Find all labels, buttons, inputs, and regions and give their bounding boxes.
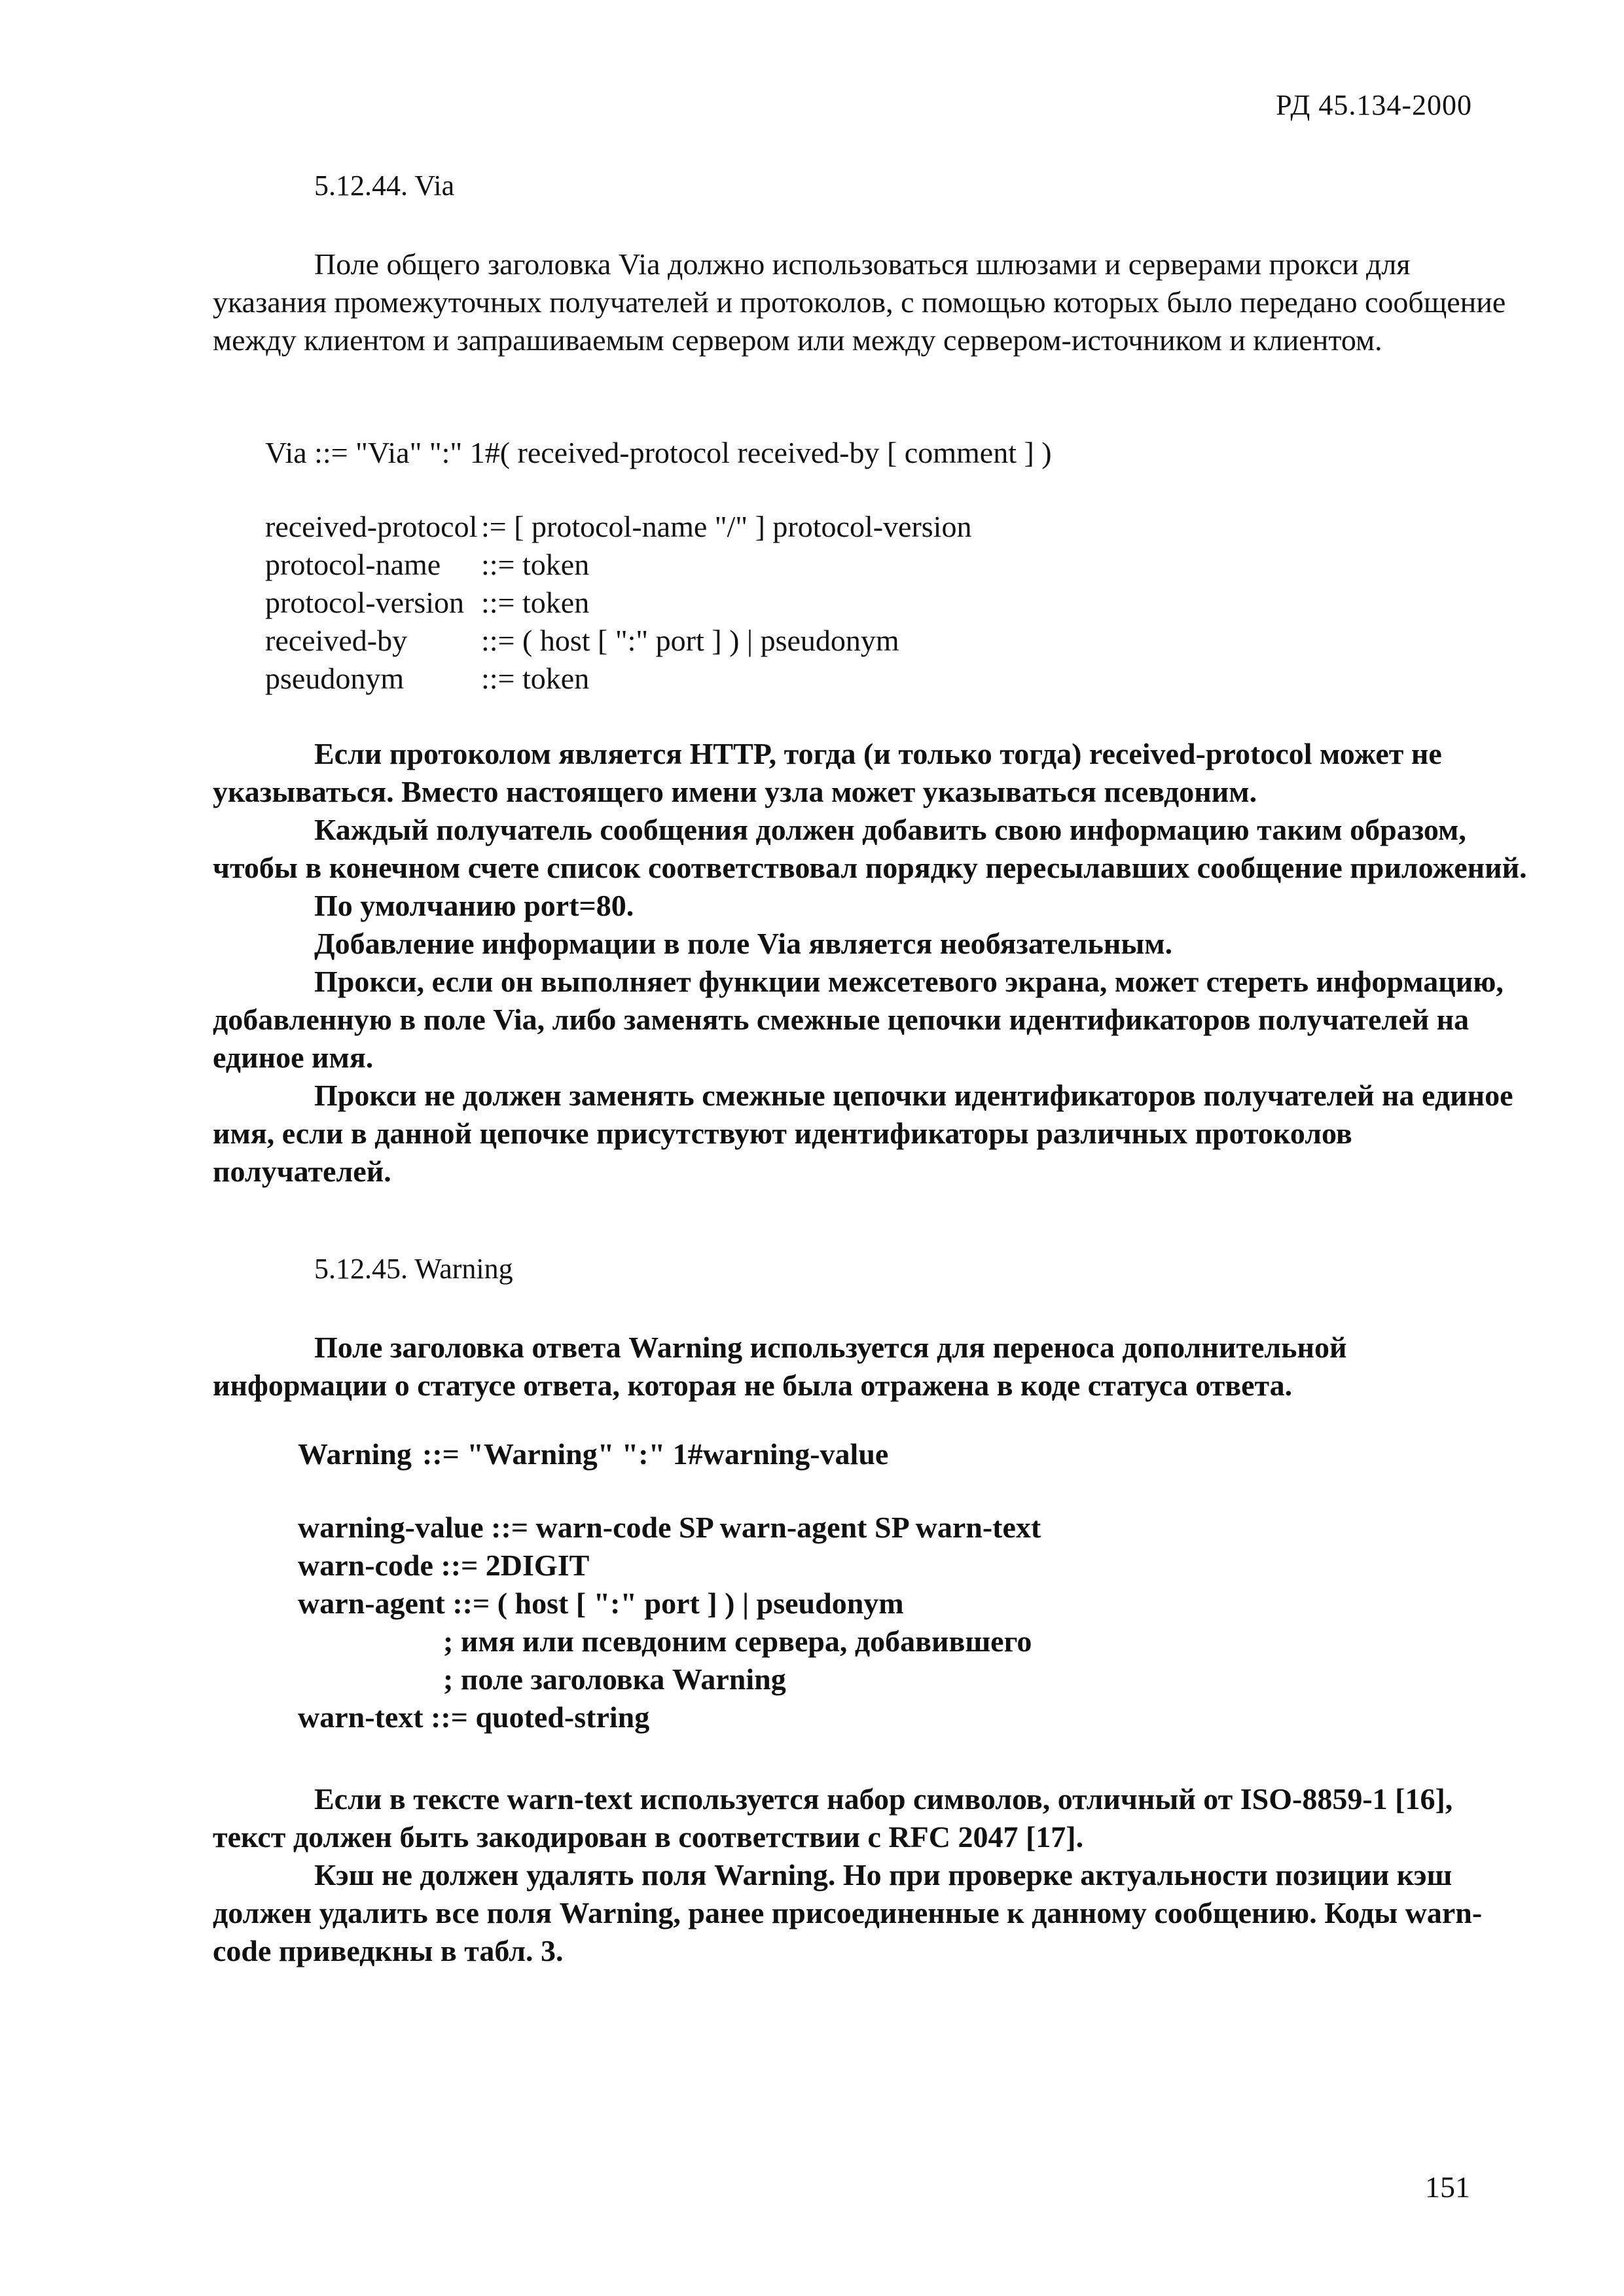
via-note-paragraph: По умолчанию port=80. [314, 889, 634, 922]
grammar-rule [298, 1435, 888, 1473]
via-note-paragraph: Добавление информации в поле Via является необязательным. [314, 927, 1173, 960]
rule-rhs: ::= ( host [ ":" port ] ) | pseudonym [481, 624, 899, 657]
page-number: 151 [1425, 2170, 1470, 2204]
section-title-warning: 5.12.45. Warning [314, 1253, 513, 1285]
via-grammar-rules [265, 508, 971, 698]
via-intro-text: Поле общего заголовка Via должно использоваться шлюзами и серверами прокси для указания промежуточных получателей и протоколов, с помощью которых было передано сообщение между клиентом и запрашиваемым сервером или между сервером-источником и клиентом. [213, 247, 1506, 357]
warning-notes [213, 1780, 1528, 1970]
rule-lhs: received-by [265, 624, 408, 657]
grammar-rule: warn-text ::= quoted-string [298, 1700, 650, 1734]
rule-rhs: ::= token [481, 662, 590, 695]
via-note-paragraph: Если протоколом является HTTP, тогда (и только тогда) received-protocol может не указываться. Вместо настоящего имени узла может указываться псевдоним. [213, 737, 1442, 808]
grammar-rule [265, 508, 971, 546]
rule-rhs: ::= token [481, 586, 590, 619]
rule-rhs: ::= "Warning" ":" 1#warning-value [422, 1437, 889, 1471]
warning-note-paragraph: Кэш не должен удалять поля Warning. Но при проверке актуальности позиции кэш должен удалить все поля Warning, ранее присоединенные к данному сообщению. Коды warn-code приведкны в табл. 3. [213, 1858, 1483, 1967]
grammar-rule: warn-agent ::= ( host [ ":" port ] ) | pseudonym [298, 1587, 904, 1620]
document-id: РД 45.134-2000 [1276, 89, 1472, 121]
via-intro-paragraph [213, 245, 1528, 359]
rule-lhs: Warning [298, 1437, 412, 1471]
grammar-rule [265, 660, 971, 698]
grammar-comment: ; имя или псевдоним сервера, добавившего [443, 1624, 1032, 1658]
grammar-comment: ; поле заголовка Warning [443, 1662, 786, 1696]
grammar-rule: warn-code ::= 2DIGIT [298, 1549, 590, 1582]
rule-lhs: protocol-name [265, 548, 441, 581]
warning-grammar-rules [298, 1509, 1041, 1736]
rule-lhs: protocol-version [265, 586, 465, 619]
warning-syntax-main [298, 1435, 888, 1473]
grammar-rule [265, 546, 971, 584]
section-title-via: 5.12.44. Via [314, 170, 455, 202]
via-syntax-main: Via ::= "Via" ":" 1#( received-protocol received-by [ comment ] ) [265, 436, 1052, 469]
via-note-paragraph: Прокси не должен заменять смежные цепочки идентификаторов получателей на единое имя, если в данной цепочке присутствуют идентификаторы различных протоколов получателей. [213, 1079, 1513, 1188]
via-note-paragraph: Прокси, если он выполняет функции межсетевого экрана, может стереть информацию, добавленную в поле Via, либо заменять смежные цепочки идентификаторов получателей на единое имя. [213, 965, 1504, 1074]
grammar-rule [265, 584, 971, 622]
rule-rhs: ::= token [481, 548, 590, 581]
via-notes [213, 735, 1528, 1191]
grammar-rule: warning-value ::= warn-code SP warn-agent SP warn-text [298, 1511, 1041, 1544]
rule-lhs: pseudonym [265, 662, 405, 695]
warning-note-paragraph: Если в тексте warn-text используется набор символов, отличный от ISO-8859-1 [16], текст должен быть закодирован в соответствии с RFC 2047 [17]. [213, 1782, 1453, 1854]
rule-lhs: received-protocol [265, 510, 478, 543]
rule-rhs: := [ protocol-name "/" ] protocol-version [481, 510, 972, 543]
via-note-paragraph: Каждый получатель сообщения должен добавить свою информацию таким образом, чтобы в конечном счете список соответствовал порядку пересылавших сообщение приложений. [213, 813, 1527, 884]
grammar-rule [265, 622, 971, 660]
warning-intro-text: Поле заголовка ответа Warning используется для переноса дополнительной информации о статусе ответа, которая не была отражена в коде статуса ответа. [213, 1331, 1347, 1402]
warning-intro-paragraph [213, 1329, 1528, 1405]
